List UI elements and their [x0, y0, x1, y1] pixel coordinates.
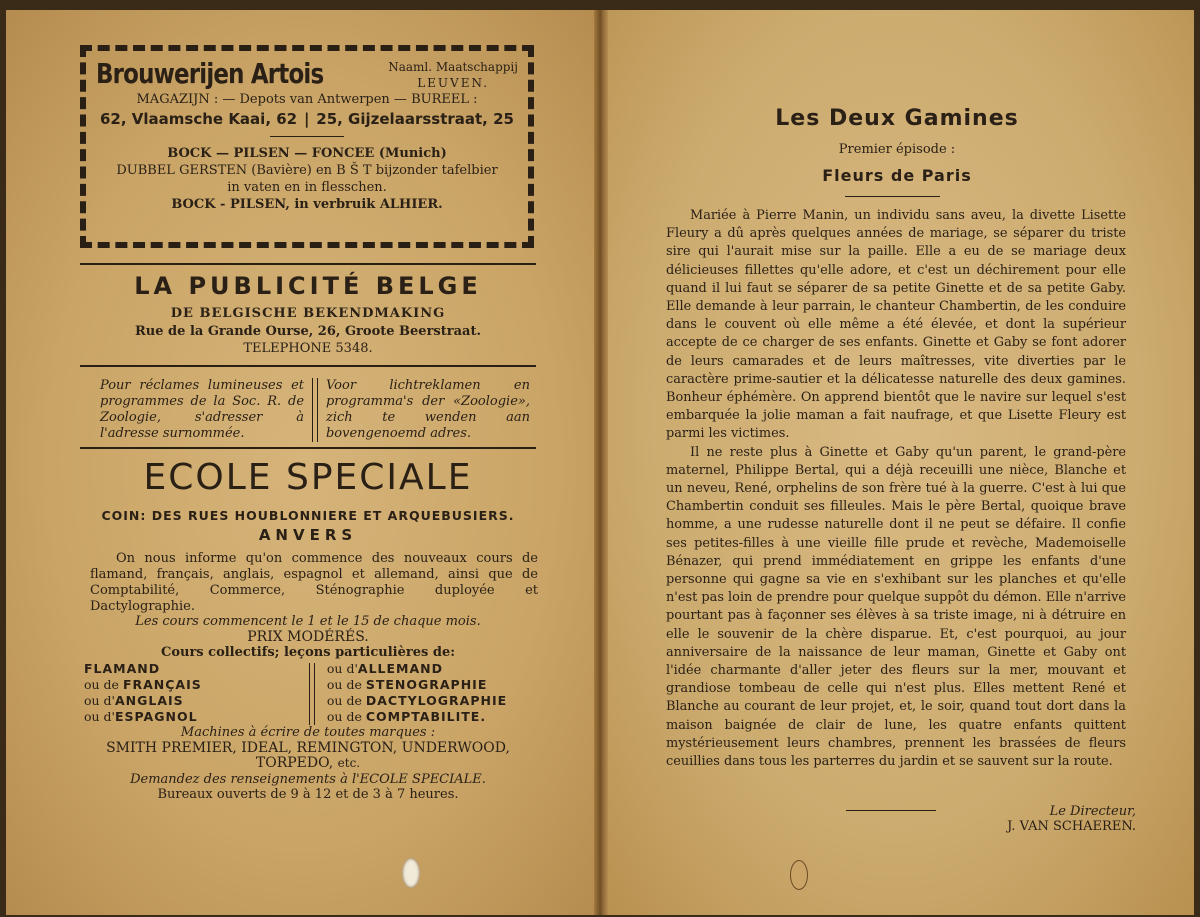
ecole-intro: On nous informe qu'on commence des nouveaux cours de flamand, français, anglais, espagnol et allemand, ainsi que de Comptabilité, Commerce, Sténographie duployée et Dactylographie.	[90, 551, 538, 614]
story-paragraph: Il ne reste plus à Ginette et Gaby qu'un parent, le grand-père maternel, Philippe Bertal, qui a déjà receuilli une nièce, Blanche et un neveu, René, orphelins de son frère tué à la guerre. C'est à lui que Chambertin conduit ses filleules. Mais le père Bertal, quoique brave homme, a une rudesse naturelle dont il ne peut se défaire. Il confie ses petites-filles à une vieille fille prude et revèche, Mademoiselle Bénazer, qui prend immédiatement en grippe les enfants d'une personne qui gagne sa vie en s'exhibant sur les planches et qu'elle n'est pas loin de prendre pour quelque suppôt du démon. Elle n'arrive pourtant pas à façonner ses élèves à sa triste image, ni à détruire en elle le souvenir de la chère disparue. Et, c'est pourquoi, au jour anniversaire de la naissance de leur maman, Ginette et Gaby ont l'idée charmante d'aller jeter des fleurs sur la mer, mouvant et grandiose tombeau de celle qui n'est plus. Elles mettent René et Blanche au courant de leur projet, et, le soir, quand tout dort dans la maison baignée de clair de lune, les quatre enfants quittent mystérieusement leurs chambres, prennent les brassées de fleurs ceuillies dans tous les parterres du jardin et se sauvent sur la route.	[666, 444, 1126, 770]
directeur-title: Le Directeur,	[1049, 804, 1136, 819]
course-list	[84, 661, 540, 725]
publicite-telephone: TELEPHONE 5348.	[243, 341, 373, 356]
address-right: 25, Gijzelaarsstraat, 25	[316, 110, 514, 128]
brewery-addresses	[100, 110, 514, 128]
directeur-name: J. VAN SCHAEREN.	[1007, 819, 1136, 834]
brewery-company-info	[388, 59, 518, 91]
ecole-bureaux: Bureaux ouverts de 9 à 12 et de 3 à 7 heures.	[157, 787, 459, 802]
ecole-renseignements: Demandez des renseignements à l'ECOLE SPECIALE.	[130, 772, 486, 787]
ecole-address: COIN: DES RUES HOUBLONNIERE ET ARQUEBUSIERS.	[101, 508, 515, 523]
binding-hole	[790, 860, 808, 890]
course-item: ou de STENOGRAPHIE	[326, 677, 488, 692]
beers-line: BOCK — PILSEN — FONCEE (Munich)	[167, 146, 447, 161]
machines-list-2: TORPEDO, etc.	[255, 755, 361, 771]
course-item: ou d'ANGLAIS	[84, 693, 184, 708]
course-item: ou d'ESPAGNOL	[84, 709, 198, 724]
course-item: ou de FRANÇAIS	[84, 677, 202, 692]
ecole-dates: Les cours commencent le 1 et le 15 de chaque mois.	[135, 614, 481, 629]
bock-line: BOCK - PILSEN, in verbruik ALHIER.	[171, 197, 443, 212]
brewery-city: LEUVEN.	[417, 76, 490, 90]
note-dutch: Voor lichtreklamen en programma's der «Zoologie», zich te wenden aan bovengenoemd adres.	[325, 378, 530, 441]
course-item: ou de COMPTABILITE.	[326, 709, 487, 724]
divider	[80, 263, 536, 265]
story-paragraph: Mariée à Pierre Manin, un individu sans aveu, la divette Lisette Fleury a dû après quelques années de mariage, se séparer du triste sire qui l'aurait mise sur la paille. Elle a eu de se mariage deux délicieuses fillettes qu'elle adore, et c'est un déchirement pour elle quand il lui faut se séparer de sa petite Ginette et de sa petite Gaby. Elle demande à leur parrain, le chanteur Chambertin, de les conduire dans le couvent où elle même a été élevée, et dont la supérieur accepte de ce charger de ses enfants. Ginette et Gaby se font adorer de leurs camarades et de leurs maîtresses, vite diverties par le caractère prime-sautier et la délicatesse naturelle des deux gamines. Bonheur éphémère. On apprend bientôt que le navire sur lequel s'est embarquée la jolie maman a fait naufrage, et que Lisette Fleury est parmi les victimes.	[666, 208, 1126, 442]
ecole-city: ANVERS	[258, 526, 358, 544]
story-title: Les Deux Gamines	[775, 106, 1019, 131]
note-french: Pour réclames lumineuses et programmes de la Soc. R. de Zoologie, s'adresser à l'adresse surnommée.	[100, 378, 305, 441]
brewery-advertisement	[80, 45, 534, 248]
divider	[80, 447, 536, 449]
address-left: 62, Vlaamsche Kaai, 62	[100, 110, 298, 128]
publicite-title: LA PUBLICITÉ BELGE	[134, 272, 482, 300]
story-subtitle: Fleurs de Paris	[822, 166, 972, 185]
address-separator: |	[303, 110, 310, 128]
story-page	[600, 10, 1194, 915]
binding-hole	[402, 858, 420, 888]
publicite-subtitle: DE BELGISCHE BEKENDMAKING	[170, 306, 446, 321]
machines-header: Machines à écrire de toutes marques :	[180, 725, 436, 740]
ecole-cours-header: Cours collectifs; leçons particulières de:	[160, 645, 456, 660]
magazijn-line: MAGAZIJN : — Depots van Antwerpen — BUREEL :	[136, 92, 478, 107]
divider	[845, 196, 940, 197]
publicite-address: Rue de la Grande Ourse, 26, Groote Beerstraat.	[135, 324, 481, 339]
divider	[80, 365, 536, 367]
dubbel-line: DUBBEL GERSTEN (Bavière) en B Š T bijzonder tafelbier	[116, 163, 498, 178]
course-item: FLAMAND	[84, 661, 161, 676]
end-rule	[846, 810, 936, 811]
course-item: ou d'ALLEMAND	[326, 661, 443, 676]
ecole-title: ECOLE SPECIALE	[143, 457, 473, 498]
course-column-left	[84, 661, 309, 725]
company-type: Naaml. Maatschappij	[388, 60, 518, 74]
machines-list: SMITH PREMIER, IDEAL, REMINGTON, UNDERWOOD,	[106, 740, 510, 756]
divider	[270, 136, 344, 137]
ecole-prix: PRIX MODÉRÉS.	[247, 629, 369, 645]
story-episode: Premier épisode :	[838, 142, 956, 157]
vaten-line: in vaten en in flesschen.	[227, 180, 387, 195]
story-body	[666, 207, 1126, 771]
course-column-right	[315, 661, 540, 725]
publicite-notes	[92, 378, 538, 442]
brewery-name: Brouwerijen Artois	[96, 57, 324, 90]
course-item: ou de DACTYLOGRAPHIE	[326, 693, 508, 708]
